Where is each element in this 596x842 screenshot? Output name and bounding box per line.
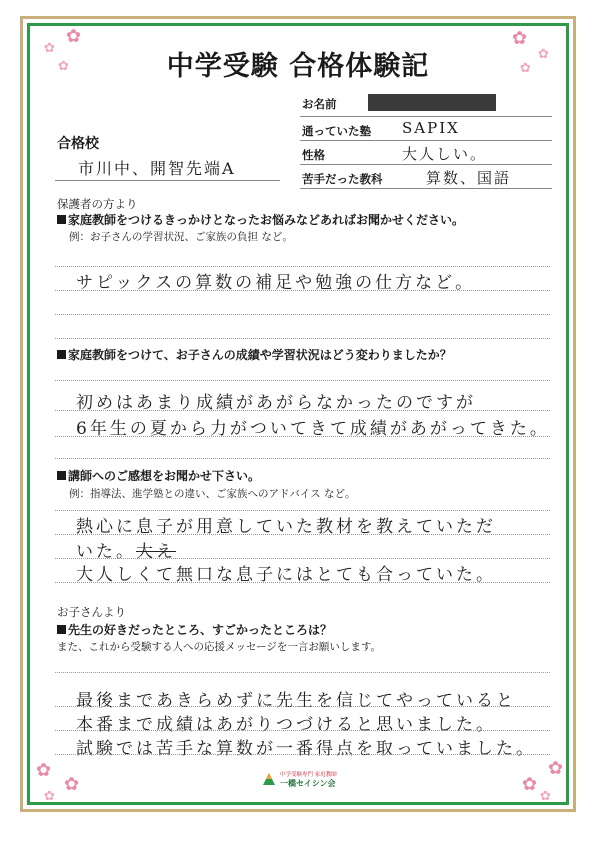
divider — [300, 140, 552, 141]
flower-icon: ✿ — [540, 789, 551, 804]
answer-rule — [55, 380, 550, 381]
flower-icon: ✿ — [522, 774, 538, 795]
answer-4-line-2: 本番まで成績はあがりつづけると思いました。 — [76, 715, 496, 735]
logo-subtitle: 中学受験専門 家庭教師 — [280, 772, 337, 778]
question-1-example: 例：お子さんの学習状況、ご家族の負担 など。 — [69, 231, 293, 243]
question-1-text: 家庭教師をつけるきっかけとなったお悩みなどあればお聞かせください。 — [68, 213, 465, 227]
square-bullet-icon — [57, 471, 66, 480]
divider — [300, 188, 552, 189]
flower-icon: ✿ — [64, 774, 80, 795]
answer-3-line-3: 大人しくて無口な息子にはとても合っていた。 — [76, 565, 496, 585]
flower-icon: ✿ — [36, 760, 52, 781]
name-redaction — [368, 94, 496, 111]
logo-name: 一橋セイシン会 — [280, 779, 336, 788]
square-bullet-icon — [57, 215, 66, 224]
flower-icon: ✿ — [66, 26, 82, 47]
answer-rule — [55, 754, 550, 755]
answer-rule — [55, 672, 550, 673]
page-title: 中学受験 合格体験記 — [166, 51, 430, 82]
personality-label: 性格 — [302, 148, 325, 162]
weak-subject-label: 苦手だった教科 — [302, 172, 383, 186]
flower-icon: ✿ — [512, 28, 528, 49]
parent-section-heading: 保護者の方より — [57, 197, 138, 211]
question-3 — [57, 467, 260, 484]
flower-icon: ✿ — [44, 41, 55, 56]
answer-3-line-1: 熱心に息子が用意していた教材を教えていただ — [76, 517, 496, 537]
question-4-text: 先生の好きだったところ、すごかったところは？ — [68, 623, 333, 637]
answer-2-line-1: 初めはあまり成績があがらなかったのですが — [76, 393, 476, 413]
question-2-text: 家庭教師をつけて、お子さんの成績や学習状況はどう変わりましたか？ — [68, 348, 452, 362]
flower-icon: ✿ — [44, 789, 55, 804]
answer-4-line-3: 試験では苦手な算数が一番得点を取っていました。 — [76, 739, 536, 759]
answer-rule — [55, 582, 550, 583]
question-3-example: 例：指導法、進学塾との違い、ご家族へのアドバイス など。 — [69, 488, 356, 500]
square-bullet-icon — [57, 350, 66, 359]
answer-rule — [55, 534, 550, 535]
answer-rule — [55, 290, 550, 291]
divider — [55, 180, 280, 181]
answer-rule — [55, 730, 550, 731]
question-4-subtext: また、これから受験する人への応援メッセージを一言お願いします。 — [57, 641, 382, 653]
flower-icon: ✿ — [548, 758, 564, 779]
flower-icon: ✿ — [58, 59, 69, 74]
answer-rule — [55, 338, 550, 339]
answer-2-line-2: 6年生の夏から力がついてきて成績があがってきた。 — [76, 419, 550, 439]
answer-rule — [55, 706, 550, 707]
cram-school-label: 通っていた塾 — [302, 124, 371, 138]
pass-school-label: 合格校 — [57, 136, 99, 152]
question-1 — [57, 211, 464, 228]
answer-4-line-1: 最後まであきらめずに先生を信じてやっていると — [76, 691, 516, 711]
divider — [300, 164, 552, 165]
cram-school-value: SAPIX — [402, 119, 460, 137]
weak-subject-value: 算数、国語 — [426, 169, 512, 187]
name-label: お名前 — [302, 97, 337, 111]
answer-rule — [55, 436, 550, 437]
answer-3-struck-text: 大え — [136, 542, 176, 562]
answer-rule — [55, 510, 550, 511]
answer-rule — [55, 314, 550, 315]
divider — [300, 116, 552, 117]
question-3-text: 講師へのご感想をお聞かせ下さい。 — [68, 469, 261, 483]
answer-rule — [55, 410, 550, 411]
flower-icon: ✿ — [538, 47, 549, 62]
child-section-heading: お子さんより — [57, 605, 126, 619]
mountain-logo-icon — [262, 772, 276, 786]
answer-3-line-2-text: いた。 — [76, 542, 136, 562]
pass-school-value: 市川中、開智先端A — [78, 159, 236, 178]
question-2 — [57, 346, 452, 363]
square-bullet-icon — [57, 625, 66, 634]
answer-rule — [55, 266, 550, 267]
personality-value: 大人しい。 — [402, 145, 488, 163]
company-logo — [262, 768, 352, 790]
answer-rule — [55, 458, 550, 459]
answer-rule — [55, 558, 550, 559]
question-4 — [57, 621, 332, 638]
answer-1-line-1: サピックスの算数の補足や勉強の仕方など。 — [76, 273, 476, 293]
flower-icon: ✿ — [520, 61, 531, 76]
